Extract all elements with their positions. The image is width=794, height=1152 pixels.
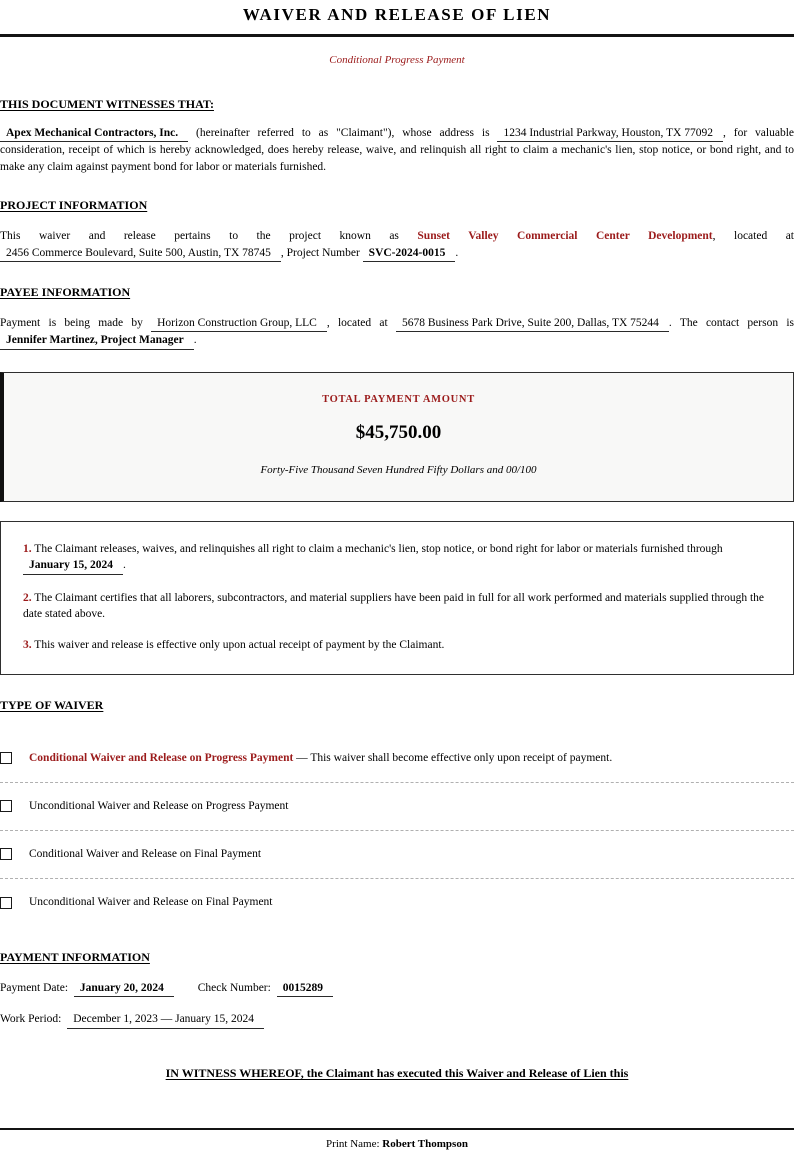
total-payment-label: TOTAL PAYMENT AMOUNT [322,393,475,405]
print-name-line [0,1137,794,1152]
project-address-field[interactable]: 2456 Commerce Boulevard, Suite 500, Austin, TX 78745 [0,247,281,262]
payment-date-field[interactable]: January 20, 2024 [74,982,174,997]
payment-info-section [0,949,794,1029]
document-subtitle: Conditional Progress Payment [329,54,465,67]
clauses-box [0,521,794,675]
waiver-type-heading: TYPE OF WAIVER [0,697,104,712]
claimant-name-field[interactable]: Apex Mechanical Contractors, Inc. [0,127,188,142]
witness-statement: IN WITNESS WHEREOF, the Claimant has executed this Waiver and Release of Lien this [165,1065,629,1080]
clause-2-text: The Claimant certifies that all laborers, subcontractors, and material suppliers have been paid in full for all work performed and materials supplied through the date stated above. [23,591,764,620]
clause-1-date-field[interactable]: January 15, 2024 [23,559,123,574]
project-section [0,197,794,262]
project-number-field[interactable]: SVC-2024-0015 [363,247,456,262]
project-number-label: , Project Number [280,246,360,259]
project-paragraph [0,228,794,262]
work-period-line [0,1011,794,1028]
payment-info-heading: PAYMENT INFORMATION [0,949,150,964]
waiver-option-1-label: Conditional Waiver and Release on Progress Payment [29,751,294,764]
checkbox-conditional-final[interactable] [0,848,12,860]
waiver-option-row-1[interactable] [0,735,794,783]
payment-date-label: Payment Date: [0,982,69,995]
work-period-label: Work Period: [0,1013,62,1026]
check-number-field[interactable]: 0015289 [277,982,333,997]
project-lead-in: This waiver and release pertains to the project known as [0,230,399,243]
clause-3-number: 3. [23,639,32,652]
clause-3-text: This waiver and release is effective only upon actual receipt of payment by the Claimant. [34,639,445,652]
payee-located-at-label: , located at [326,317,388,330]
project-name-value: Sunset Valley Commercial Center Development [417,230,713,243]
payee-heading: PAYEE INFORMATION [0,284,131,299]
print-name-value: Robert Thompson [382,1137,468,1150]
payee-paragraph [0,315,794,349]
waiver-type-list [0,735,794,927]
clause-item-2 [23,590,771,623]
waiver-option-2-label: Unconditional Waiver and Release on Progress Payment [29,799,289,812]
waiver-option-row-3[interactable] [0,831,794,879]
checkbox-unconditional-final[interactable] [0,897,12,909]
waiver-option-1-description: — This waiver shall become effective only upon receipt of payment. [296,751,613,764]
payee-contact-lead-in: . The contact person is [668,317,794,330]
check-number-label: Check Number: [197,982,271,995]
document-page [0,3,794,1150]
clause-1-text-after: . [123,559,126,572]
waiver-type-section [0,697,794,927]
claimant-paragraph [0,125,794,175]
waiver-option-row-4[interactable] [0,879,794,927]
payee-period: . [193,334,197,347]
work-period-field[interactable]: December 1, 2023 — January 15, 2024 [67,1013,264,1028]
print-name-label: Print Name: [326,1137,380,1150]
total-payment-box [0,372,794,502]
contact-person-field[interactable]: Jennifer Martinez, Project Manager [0,334,194,349]
project-period: . [455,246,459,259]
signature-divider [0,1128,794,1130]
clause-item-3 [23,637,771,653]
clause-item-1 [23,541,771,575]
witnesses-section [0,96,794,175]
payee-section [0,284,794,350]
clause-1-number: 1. [23,543,32,556]
clause-2-number: 2. [23,591,32,604]
claimant-address-field[interactable]: 1234 Industrial Parkway, Houston, TX 77092 [497,127,723,142]
payee-lead-in: Payment is being made by [0,317,143,330]
waiver-option-3-label: Conditional Waiver and Release on Final Payment [29,847,262,860]
project-located-at-label: , located at [712,230,794,243]
claimant-text-tail: , for valuable consideration, receipt of which is hereby acknowledged, does hereby release, waive, and relinquish all right to claim a mechanic's lien, stop notice, or bond right, and to make any claim against payment bond for labor or materials furnished. [0,127,794,173]
checkbox-conditional-progress[interactable] [0,752,12,764]
waiver-option-4-label: Unconditional Waiver and Release on Final Payment [29,896,273,909]
claimant-text-after-name: (hereinafter referred to as "Claimant"), whose address is [196,127,490,140]
witnesses-heading: THIS DOCUMENT WITNESSES THAT: [0,96,214,111]
payment-date-line [0,980,794,997]
checkbox-unconditional-progress[interactable] [0,800,12,812]
waiver-option-1-text [29,751,612,766]
waiver-option-row-2[interactable] [0,783,794,831]
page-title: WAIVER AND RELEASE OF LIEN [242,5,552,24]
payer-name-field[interactable]: Horizon Construction Group, LLC [151,317,327,332]
clause-1-text: The Claimant releases, waives, and relinquishes all right to claim a mechanic's lien, stop notice, or bond right for labor or materials furnished through [34,543,723,556]
total-payment-amount-words: Forty-Five Thousand Seven Hundred Fifty Dollars and 00/100 [260,464,537,477]
title-divider [0,34,794,37]
payer-address-field[interactable]: 5678 Business Park Drive, Suite 200, Dallas, TX 75244 [396,317,669,332]
total-payment-amount: $45,750.00 [355,422,442,444]
project-heading: PROJECT INFORMATION [0,197,148,212]
